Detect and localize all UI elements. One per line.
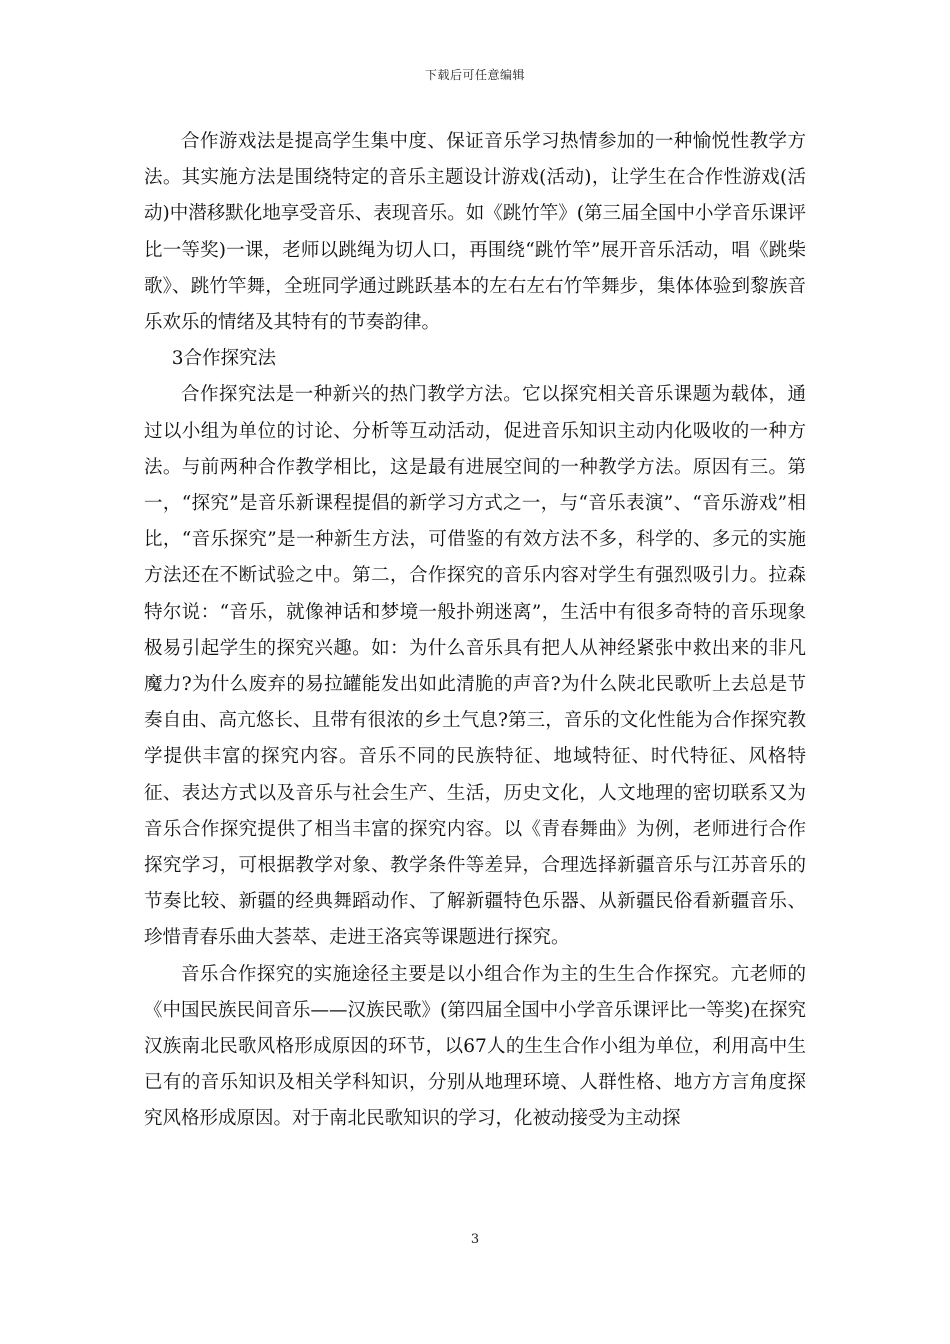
page-header-note: 下载后可任意编辑 — [424, 68, 525, 82]
paragraph-inquiry-implementation: 音乐合作探究的实施途径主要是以小组合作为主的生生合作探究。亢老师的《中国民族民间音乐——汉族民歌》(第四届全国中小学音乐课评比一等奖)在探究汉族南北民歌风格形成原因的环节，以67人的生生合作小组为单位，利用高中生已有的音乐知识及相关学科知识，分别从地理环境、人群性格、地方方言角度探究风格形成原因。对于南北民歌知识的学习，化被动接受为主动探 — [144, 963, 806, 1130]
section-heading-inquiry: 3合作探究法 — [171, 348, 277, 370]
page-number: 3 — [470, 1232, 480, 1247]
paragraph-game-method: 合作游戏法是提高学生集中度、保证音乐学习热情参加的一种愉悦性教学方法。其实施方法是围绕特定的音乐主题设计游戏(活动)，让学生在合作性游戏(活动)中潜移默化地享受音乐、表现音乐。如《跳竹竿》(第三届全国中小学音乐课评比一等奖)一课，老师以跳绳为切人口，再围绕“跳竹竿”展开音乐活动，唱《跳柴歌》、跳竹竿舞，全班同学通过跳跃基本的左右左右竹竿舞步，集体体验到黎族音乐欢乐的情绪及其特有的节奏韵律。 — [144, 131, 806, 334]
paragraph-inquiry-method: 合作探究法是一种新兴的热门教学方法。它以探究相关音乐课题为载体，通过以小组为单位的讨论、分析等互动活动，促进音乐知识主动内化吸收的一种方法。与前两种合作教学相比，这是最有进展空间的一种教学方法。原因有三。第一，“探究”是音乐新课程提倡的新学习方式之一，与“音乐表演”、“音乐游戏”相比，“音乐探究”是一种新生方法，可借鉴的有效方法不多，科学的、多元的实施方法还在不断试验之中。第二，合作探究的音乐内容对学生有强烈吸引力。拉森特尔说：“音乐，就像神话和梦境一般扑朔迷离”，生活中有很多奇特的音乐现象极易引起学生的探究兴趣。如：为什么音乐具有把人从神经紧张中救出来的非凡魔力?为什么废弃的易拉罐能发出如此清脆的声音?为什么陕北民歌听上去总是节奏自由、高亢悠长、且带有很浓的乡土气息?第三，音乐的文化性能为合作探究教学提供丰富的探究内容。音乐不同的民族特征、地域特征、时代特征、风格特征、表达方式以及音乐与社会生产、生活，历史文化，人文地理的密切联系又为音乐合作探究提供了相当丰富的探究内容。以《青春舞曲》为例，老师进行合作探究学习，可根据教学对象、教学条件等差异，合理选择新疆音乐与江苏音乐的节奏比较、新疆的经典舞蹈动作、了解新疆特色乐器、从新疆民俗看新疆音乐、珍惜青春乐曲大荟萃、走进王洛宾等课题进行探究。 — [144, 384, 806, 949]
document-body — [144, 124, 806, 1138]
